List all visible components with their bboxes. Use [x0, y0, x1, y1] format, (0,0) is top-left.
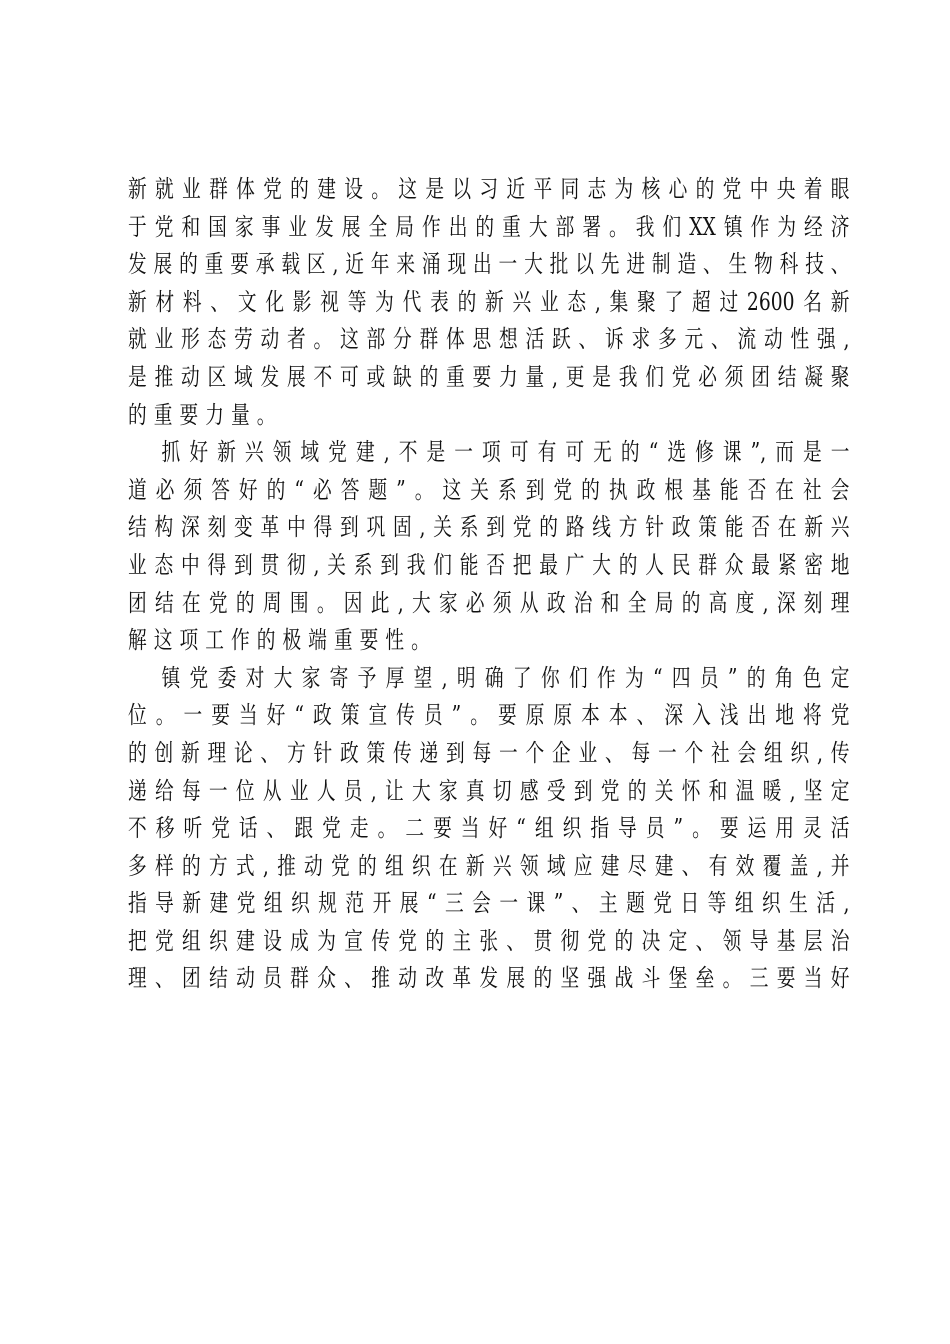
- text-line: 把党组织建设成为宣传党的主张、贯彻党的决定、领导基层治: [128, 926, 850, 955]
- text-line: 新材料、文化影视等为代表的新兴业态,集聚了超过2600名新: [128, 287, 850, 316]
- text-line: 的创新理论、方针政策传递到每一个企业、每一个社会组织,传: [128, 738, 850, 767]
- text-line: 位。一要当好“政策宣传员”。要原原本本、深入浅出地将党: [128, 701, 850, 730]
- paragraph-3: [128, 660, 848, 998]
- paragraph-1: [128, 171, 848, 434]
- text-line: 于党和国家事业发展全局作出的重大部署。我们XX镇作为经济: [128, 212, 850, 241]
- text-line: 镇党委对大家寄予厚望,明确了你们作为“四员”的角色定: [161, 663, 850, 692]
- text-line: 道必须答好的“必答题”。这关系到党的执政根基能否在社会: [128, 475, 850, 504]
- text-line: 指导新建党组织规范开展“三会一课”、主题党日等组织生活,: [128, 889, 850, 918]
- text-line: 抓好新兴领域党建,不是一项可有可无的“选修课”,而是一: [161, 438, 850, 467]
- text-line: 解这项工作的极端重要性。: [128, 626, 437, 655]
- text-line: 就业形态劳动者。这部分群体思想活跃、诉求多元、流动性强,: [128, 325, 850, 354]
- text-line: 递给每一位从业人员,让大家真切感受到党的关怀和温暖,坚定: [128, 776, 850, 805]
- text-line: 的重要力量。: [128, 400, 283, 429]
- paragraph-2: [128, 434, 848, 660]
- text-line: 结构深刻变革中得到巩固,关系到党的路线方针政策能否在新兴: [128, 513, 850, 542]
- text-line: 多样的方式,推动党的组织在新兴领域应建尽建、有效覆盖,并: [128, 851, 850, 880]
- text-line: 发展的重要承载区,近年来涌现出一大批以先进制造、生物科技、: [128, 250, 850, 279]
- text-line: 业态中得到贯彻,关系到我们能否把最广大的人民群众最紧密地: [128, 550, 850, 579]
- text-line: 不移听党话、跟党走。二要当好“组织指导员”。要运用灵活: [128, 814, 850, 843]
- text-line: 是推动区域发展不可或缺的重要力量,更是我们党必须团结凝聚: [128, 362, 850, 391]
- text-line: 理、团结动员群众、推动改革发展的坚强战斗堡垒。三要当好: [128, 964, 850, 993]
- text-line: 团结在党的周围。因此,大家必须从政治和全局的高度,深刻理: [128, 588, 850, 617]
- text-line: 新就业群体党的建设。这是以习近平同志为核心的党中央着眼: [128, 175, 850, 203]
- document-body: [128, 171, 848, 998]
